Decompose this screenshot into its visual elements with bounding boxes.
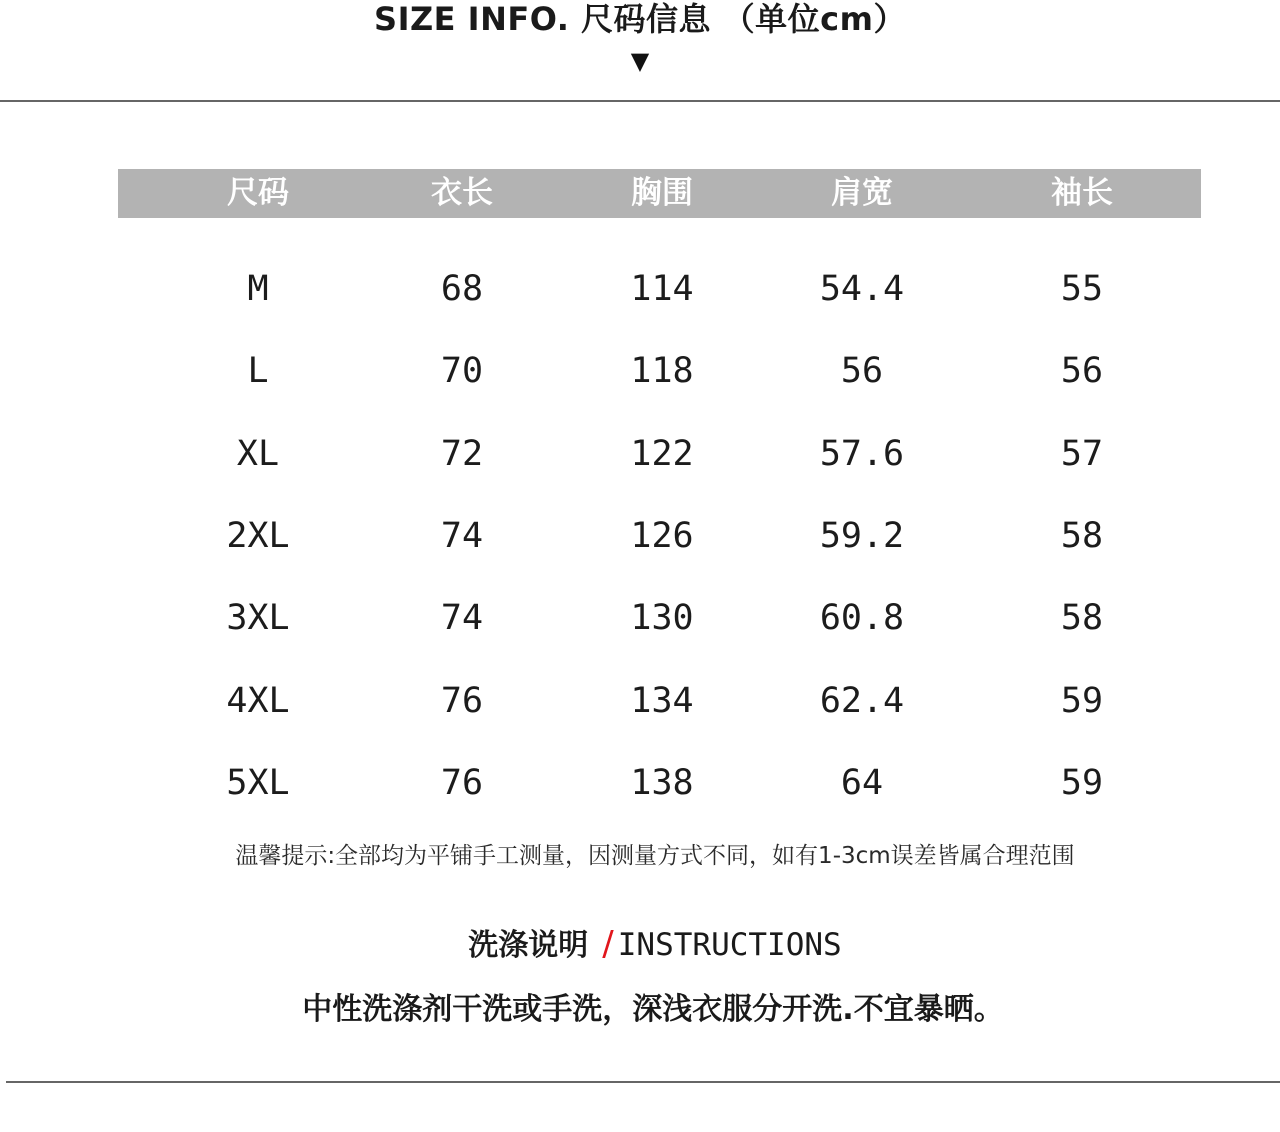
size-cell: 3XL (226, 598, 290, 638)
length-cell: 68 (440, 269, 484, 309)
size-cell: L (247, 351, 269, 391)
bottom-divider (6, 1081, 1280, 1083)
shoulder-cell: 57.6 (819, 434, 905, 474)
instructions-heading (0, 922, 1280, 972)
size-cell: 2XL (226, 516, 290, 556)
length-cell: 76 (440, 763, 484, 803)
header-length: 衣长 (431, 175, 493, 211)
sleeve-cell: 56 (1060, 351, 1104, 391)
chest-cell: 130 (630, 598, 694, 638)
size-cell: 4XL (226, 681, 290, 721)
length-cell: 76 (440, 681, 484, 721)
chest-cell: 134 (630, 681, 694, 721)
chest-cell: 114 (630, 269, 694, 309)
length-cell: 74 (440, 598, 484, 638)
page-title: SIZE INFO. 尺码信息 （单位cm） (374, 0, 906, 38)
size-cell: XL (236, 434, 280, 474)
table-row (0, 755, 1280, 811)
header-chest: 胸围 (631, 175, 693, 211)
chest-cell: 126 (630, 516, 694, 556)
shoulder-cell: 54.4 (819, 269, 905, 309)
header-shoulder: 肩宽 (831, 175, 893, 211)
shoulder-cell: 60.8 (819, 598, 905, 638)
header-size: 尺码 (227, 175, 289, 211)
length-cell: 74 (440, 516, 484, 556)
washing-instructions-text: 中性洗涤剂干洗或手洗，深浅衣服分开洗.不宜暴晒。 (302, 992, 1004, 1027)
sleeve-cell: 59 (1060, 763, 1104, 803)
table-row (0, 261, 1280, 317)
table-header (118, 169, 1201, 218)
table-row (0, 673, 1280, 729)
table-row (0, 508, 1280, 564)
shoulder-cell: 62.4 (819, 681, 905, 721)
measurement-note: 温馨提示:全部均为平铺手工测量，因测量方式不同，如有1-3cm误差皆属合理范围 (235, 843, 1075, 869)
chest-cell: 122 (630, 434, 694, 474)
table-row (0, 590, 1280, 646)
instructions-title-en: INSTRUCTIONS (617, 927, 842, 963)
sleeve-cell: 58 (1060, 516, 1104, 556)
table-row (0, 426, 1280, 482)
top-divider (0, 100, 1280, 102)
shoulder-cell: 64 (840, 763, 884, 803)
sleeve-cell: 59 (1060, 681, 1104, 721)
table-row (0, 343, 1280, 399)
length-cell: 72 (440, 434, 484, 474)
sleeve-cell: 55 (1060, 269, 1104, 309)
instructions-title-cn: 洗涤说明 (468, 928, 589, 963)
down-arrow-icon: ▼ (630, 47, 650, 75)
chest-cell: 138 (630, 763, 694, 803)
header-sleeve: 袖长 (1051, 175, 1113, 211)
sleeve-cell: 58 (1060, 598, 1104, 638)
length-cell: 70 (440, 351, 484, 391)
instructions-slash: / (602, 924, 614, 964)
chest-cell: 118 (630, 351, 694, 391)
shoulder-cell: 56 (840, 351, 884, 391)
sleeve-cell: 57 (1060, 434, 1104, 474)
size-cell: 5XL (226, 763, 290, 803)
size-cell: M (247, 269, 269, 309)
shoulder-cell: 59.2 (819, 516, 905, 556)
